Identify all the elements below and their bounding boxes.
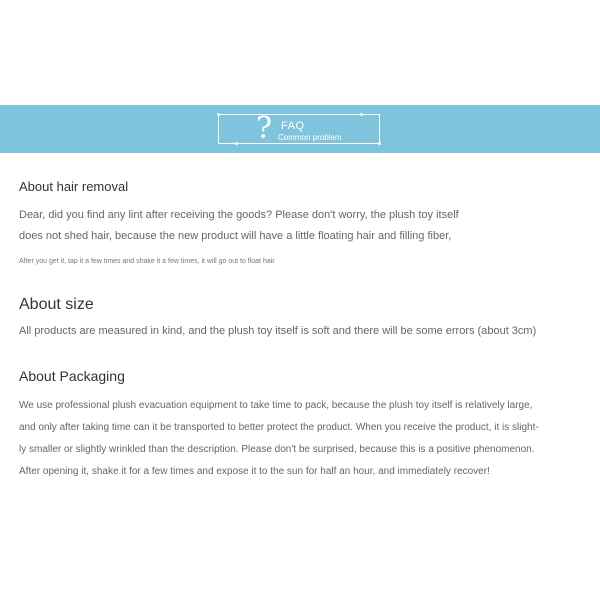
banner-subtitle: Common problem	[278, 133, 342, 142]
size-text-line: All products are measured in kind, and the plush toy itself is soft and there will be some errors (about 3cm)	[19, 325, 537, 337]
frame-corner-dot	[235, 142, 238, 145]
banner-title: FAQ	[281, 120, 305, 132]
hair-removal-text-line: Dear, did you find any lint after receiving the goods? Please don't worry, the plush toy itself	[19, 209, 459, 221]
question-mark-icon: ?	[256, 111, 273, 146]
section-title-hair-removal: About hair removal	[19, 179, 129, 194]
section-title-size: About size	[19, 296, 94, 313]
section-title-packaging: About Packaging	[19, 368, 125, 384]
faq-banner	[0, 105, 600, 153]
faq-frame	[218, 111, 380, 146]
hair-removal-note: After you get it, tap it a few times and shake it a few times, it will go out to float hair	[19, 258, 275, 265]
packaging-text-line: and only after taking time can it be transported to better protect the product. When you receive the product, it is slight-	[19, 422, 539, 433]
frame-corner-dot	[360, 113, 363, 116]
packaging-text-line: After opening it, shake it for a few times and expose it to the sun for half an hour, and immediately recover!	[19, 466, 490, 477]
packaging-text-line: We use professional plush evacuation equipment to take time to pack, because the plush toy itself is relatively large,	[19, 400, 533, 411]
frame-corner-dot	[217, 113, 220, 116]
frame-corner-dot	[378, 142, 381, 145]
hair-removal-text-line: does not shed hair, because the new product will have a little floating hair and filling fiber,	[19, 230, 452, 242]
packaging-text-line: ly smaller or slightly wrinkled than the description. Please don't be surprised, because this is a positive phenomenon.	[19, 444, 535, 455]
